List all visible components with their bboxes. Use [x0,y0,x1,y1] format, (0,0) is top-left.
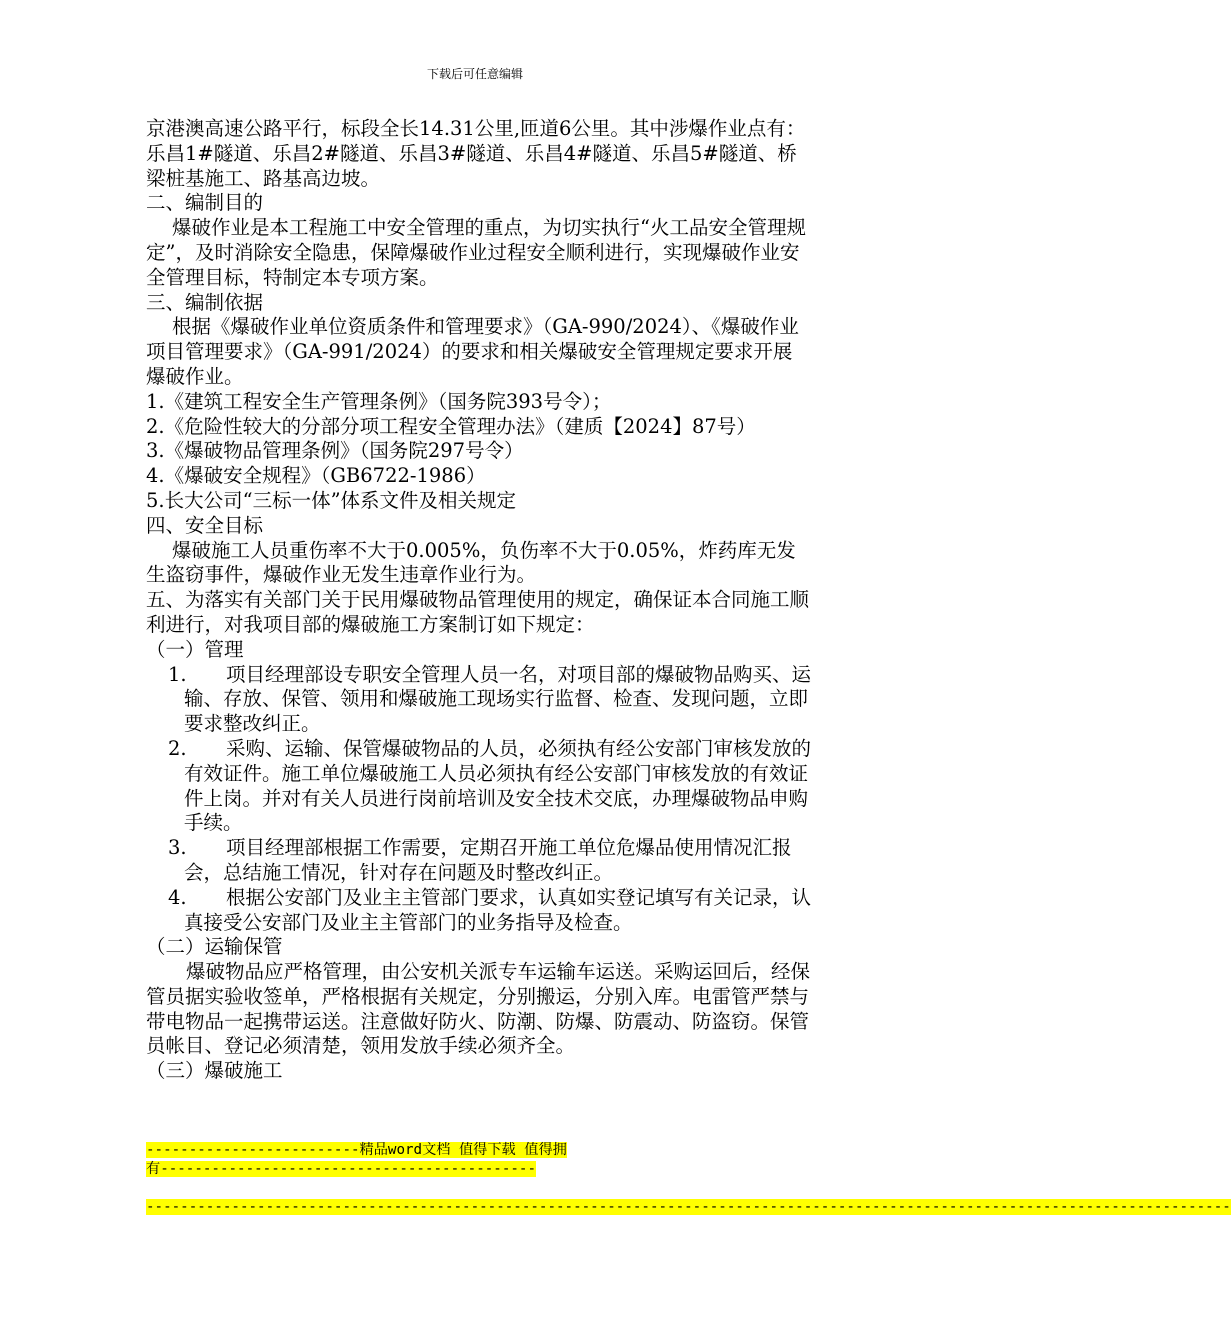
basis-item-2: 2.《危险性较大的分部分项工程安全管理办法》（建质【2024】87号） [146,414,756,438]
basis-item-3: 3.《爆破物品管理条例》（国务院297号令） [146,439,524,463]
paragraph-safety-goal: 爆破施工人员重伤率不大于0.005%，负伤率不大于0.05%，炸药库无发生盗窃事件，爆破作业无发生违章作业行为。 [146,538,796,587]
heading-purpose: 二、编制目的 [146,191,264,215]
footer-line-1: -------------------------精品word文档 值得下载 值得拥 [146,1142,567,1158]
page-header: 下载后可任意编辑 [426,67,523,81]
list-number: 4. [168,885,187,909]
heading-transport: （二）运输保管 [146,935,283,959]
paragraph-route-intro: 京港澳高速公路平行，标段全长14.31公里,匝道6公里。其中涉爆作业点有：乐昌1#隧道、乐昌2#隧道、乐昌3#隧道、乐昌4#隧道、乐昌5#隧道、桥梁桩基施工、路基高边坡。 [146,117,806,190]
footer-line-2: 有-------------------------------------------- [146,1161,537,1177]
paragraph-transport: 爆破物品应严格管理，由公安机关派专车运输车运送。采购运回后，经保管员据实验收签单，严格根据有关规定，分别搬运，分别入库。电雷管严禁与带电物品一起携带运送。注意做好防火、防潮、防爆、防震动、防盗窃。保管员帐目、登记必须清楚，领用发放手续必须齐全。 [146,960,811,1058]
list-text: 采购、运输、保管爆破物品的人员，必须执有经公安部门审核发放的有效证件。施工单位爆破施工人员必须执有经公安部门审核发放的有效证件上岗。并对有关人员进行岗前培训及安全技术交底，办理爆破物品申购手续。 [184,736,812,835]
footer-line-3: ------------------------------------------------------------------------------------------------------------------------------- [146,1199,1231,1215]
list-item [146,886,811,936]
document-body [146,117,811,1084]
footer-banner [146,1141,1231,1217]
list-item [146,737,811,836]
list-number: 2. [168,736,187,760]
heading-management: （一）管理 [146,637,244,661]
paragraph-purpose: 爆破作业是本工程施工中安全管理的重点，为切实执行“火工品安全管理规定”，及时消除安全隐患，保障爆破作业过程安全顺利进行，实现爆破作业安全管理目标，特制定本专项方案。 [146,216,806,289]
heading-regulations: 五、为落实有关部门关于民用爆破物品管理使用的规定，确保证本合同施工顺利进行，对我项目部的爆破施工方案制订如下规定： [146,588,810,636]
list-number: 3. [168,836,187,860]
list-text: 根据公安部门及业主主管部门要求，认真如实登记填写有关记录，认真接受公安部门及业主主管部门的业务指导及检查。 [184,885,812,934]
basis-item-4: 4.《爆破安全规程》（GB6722-1986） [146,464,486,488]
list-item [146,663,811,737]
paragraph-basis: 根据《爆破作业单位资质条件和管理要求》（GA-990/2024）、《爆破作业项目管理要求》（GA-991/2024）的要求和相关爆破安全管理规定要求开展爆破作业。 [146,315,799,388]
basis-item-5: 5.长大公司“三标一体”体系文件及相关规定 [146,488,517,512]
heading-safety-goal: 四、安全目标 [146,513,264,537]
list-item [146,836,811,886]
basis-item-1: 1.《建筑工程安全生产管理条例》（国务院393号令）； [146,389,612,413]
list-text: 项目经理部设专职安全管理人员一名，对项目部的爆破物品购买、运输、存放、保管、领用和爆破施工现场实行监督、检查、发现问题，立即要求整改纠正。 [184,662,812,736]
heading-blasting: （三）爆破施工 [146,1059,283,1083]
list-text: 项目经理部根据工作需要，定期召开施工单位危爆品使用情况汇报会，总结施工情况，针对存在问题及时整改纠正。 [184,836,792,884]
list-number: 1. [168,662,187,686]
heading-basis: 三、编制依据 [146,290,264,314]
